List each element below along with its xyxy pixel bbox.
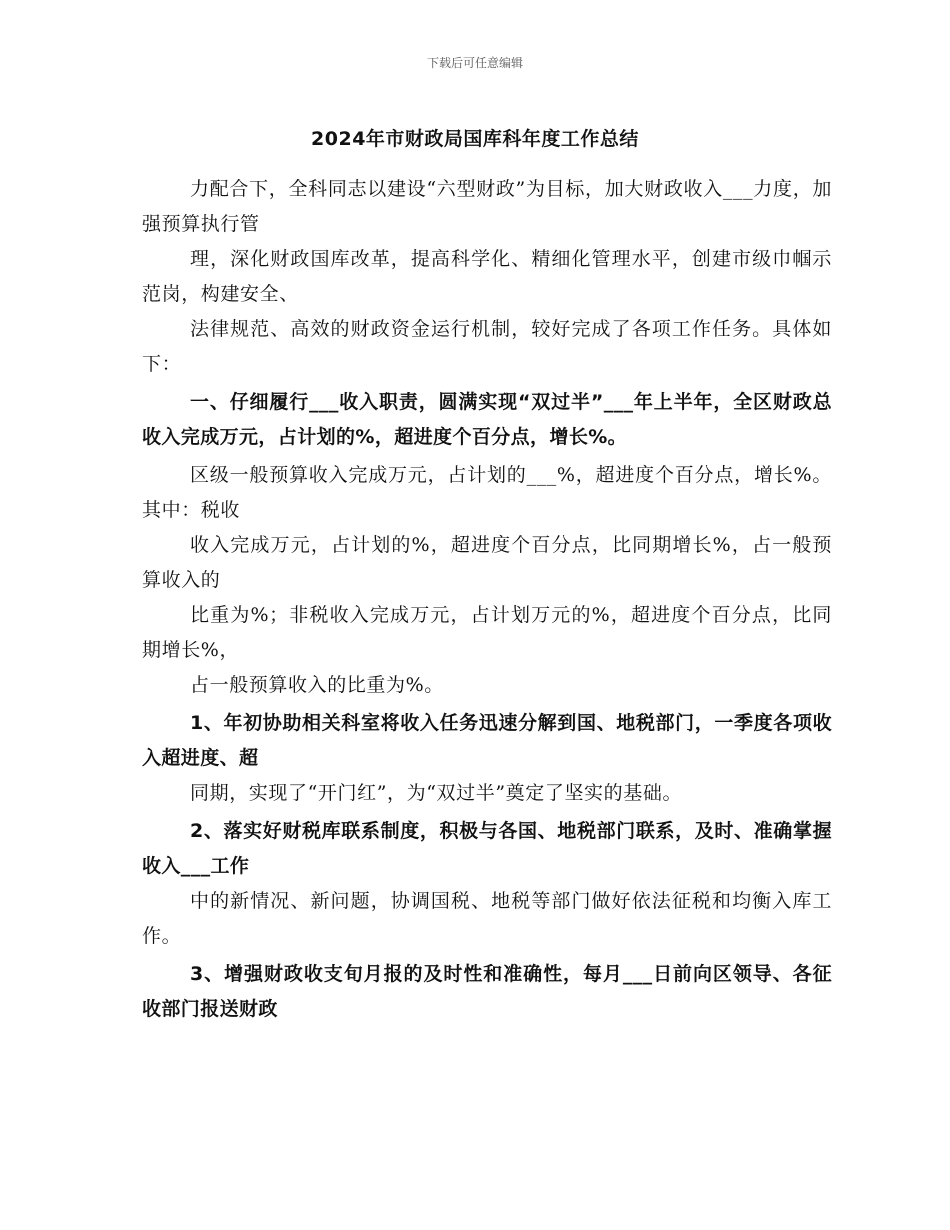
paragraph-3: 法律规范、高效的财政资金运行机制，较好完成了各项工作任务。具体如下：: [142, 318, 832, 375]
paragraph-5: 收入完成万元，占计划的%，超进度个百分点，比同期增长%，占一般预算收入的: [142, 534, 832, 591]
paragraph-6: 比重为%；非税收入完成万元，占计划万元的%，超进度个百分点，比同期增长%，: [142, 604, 832, 661]
item-heading-1: 1、年初协助相关科室将收入任务迅速分解到国、地税部门，一季度各项收入超进度、超: [142, 712, 832, 769]
item-heading-2: 2、落实好财税库联系制度，积极与各国、地税部门联系，及时、准确掌握收入___工作: [142, 820, 832, 877]
document-body: [142, 172, 832, 1027]
paragraph-2: 理，深化财政国库改革，提高科学化、精细化管理水平，创建市级巾帼示范岗，构建安全、: [142, 248, 832, 305]
item-heading-3: 3、增强财政收支旬月报的及时性和准确性，每月___日前向区领导、各征收部门报送财政: [142, 963, 832, 1020]
section-heading-1: 一、仔细履行___收入职责，圆满实现“双过半”___年上半年，全区财政总收入完成万元，占计划的%，超进度个百分点，增长%。: [142, 391, 832, 448]
paragraph-7: 占一般预算收入的比重为%。: [190, 674, 444, 696]
paragraph-4: 区级一般预算收入完成万元，占计划的___%，超进度个百分点，增长%。其中：税收: [142, 464, 832, 521]
paragraph-8: 同期，实现了“开门红”，为“双过半”奠定了坚实的基础。: [190, 782, 683, 804]
document-title: 2024年市财政局国库科年度工作总结: [311, 128, 639, 150]
paragraph-9: 中的新情况、新问题，协调国税、地税等部门做好依法征税和均衡入库工作。: [142, 890, 832, 947]
paragraph-1: 力配合下，全科同志以建设“六型财政”为目标，加大财政收入___力度，加强预算执行管: [142, 178, 832, 235]
header-note: 下载后可任意编辑: [426, 56, 523, 70]
